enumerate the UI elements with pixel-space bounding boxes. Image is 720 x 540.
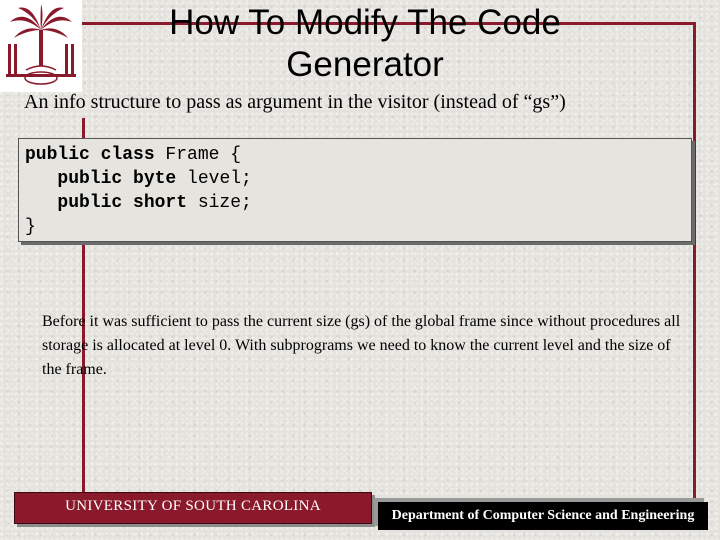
slide-title-line1: How To Modify The Code (169, 3, 561, 42)
footer-department: Department of Computer Science and Engineering (378, 502, 708, 530)
slide-subtitle: An info structure to pass as argument in the visitor (instead of “gs”) (24, 91, 566, 113)
code-line-4: } (25, 217, 36, 237)
code-line-3 (25, 191, 685, 215)
code-text: size; (187, 193, 252, 213)
code-keyword: public byte (57, 169, 177, 189)
code-line-1 (25, 143, 685, 167)
university-seal-icon (0, 0, 82, 92)
code-line-2 (25, 167, 685, 191)
code-indent (25, 169, 57, 189)
code-indent (25, 193, 57, 213)
footer-university: UNIVERSITY OF SOUTH CAROLINA (14, 492, 372, 524)
slide-title (100, 2, 630, 86)
code-text: Frame { (154, 145, 242, 165)
slide-title-line2: Generator (286, 45, 444, 84)
code-keyword: public class (25, 145, 155, 165)
code-text: level; (176, 169, 252, 189)
code-block (18, 138, 692, 242)
explanation-text: Before it was sufficient to pass the current size (gs) of the global frame since without procedures all storage is allocated at level 0. With subprograms we need to know the current level and the size of the frame. (42, 313, 681, 378)
code-keyword: public short (57, 193, 188, 213)
